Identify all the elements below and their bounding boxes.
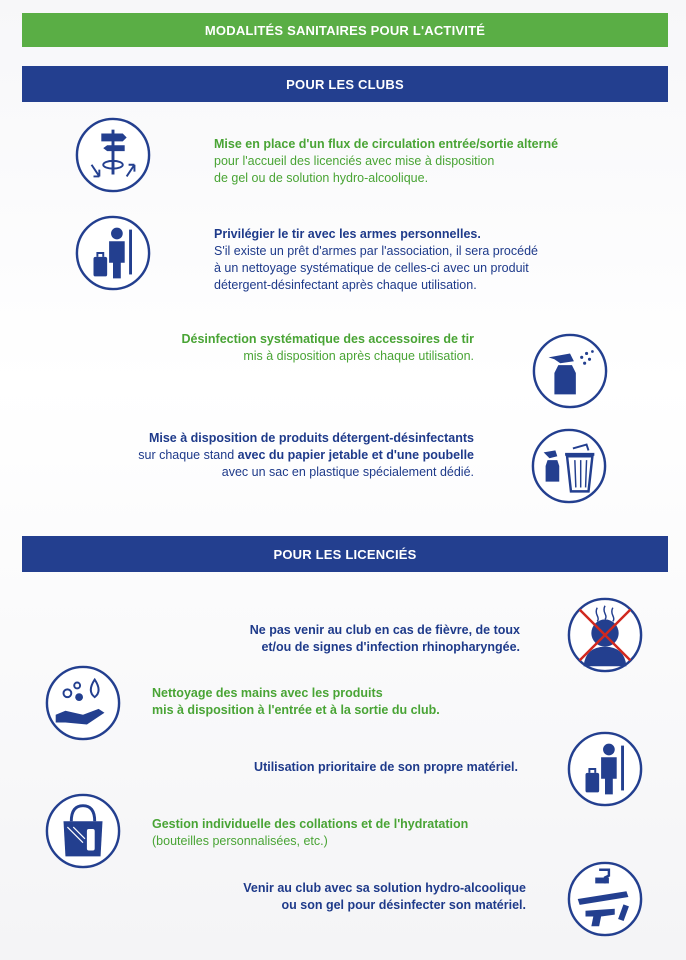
- gel-line-2: ou son gel pour désinfecter son matériel.: [281, 898, 526, 912]
- gel-line-1: Venir au club avec sa solution hydro-alcoolique: [243, 881, 526, 895]
- shooter-icon: [74, 214, 152, 292]
- gun-cleaning-icon: [566, 860, 644, 938]
- fievre-line-2: et/ou de signes d'infection rhinopharyngée.: [261, 640, 520, 654]
- produits-line-3: avec un sac en plastique spécialement dédié.: [221, 465, 474, 479]
- accessoires-line-1: Désinfection systématique des accessoires de tir: [181, 332, 474, 346]
- flux-line-1: Mise en place d'un flux de circulation entrée/sortie alterné: [214, 137, 559, 151]
- flux-text: [214, 136, 558, 187]
- bag-icon: [44, 792, 122, 870]
- armes-line-4: détergent-désinfectant après chaque utilisation.: [214, 278, 477, 292]
- handwash-icon: [44, 664, 122, 742]
- materiel-text: [254, 759, 518, 776]
- flux-line-3: de gel ou de solution hydro-alcoolique.: [214, 171, 429, 185]
- circulation-icon: [74, 116, 152, 194]
- collations-line-2: (bouteilles personnalisées, etc.): [152, 834, 328, 848]
- accessoires-text: [182, 331, 475, 365]
- no-fever-icon: [566, 596, 644, 674]
- header-title-bar: [22, 13, 668, 47]
- produits-line-2a: sur chaque stand: [138, 448, 238, 462]
- armes-line-1: Privilégier le tir avec les armes personnelles.: [214, 227, 481, 241]
- gel-text: [243, 880, 526, 914]
- collations-text: [152, 816, 468, 850]
- spray-icon: [531, 332, 609, 410]
- mains-text: [152, 685, 440, 719]
- produits-line-2b: avec du papier jetable et d'une poubelle: [237, 448, 474, 462]
- header-title: MODALITÉS SANITAIRES POUR L'ACTIVITÉ: [204, 22, 486, 38]
- section-licencies-title: POUR LES LICENCIÉS: [273, 546, 417, 562]
- armes-line-3: à un nettoyage systématique de celles-ci avec un produit: [214, 261, 529, 275]
- section-clubs-title: POUR LES CLUBS: [286, 76, 404, 92]
- armes-line-2: S'il existe un prêt d'armes par l'association, il sera procédé: [214, 244, 538, 258]
- collations-line-1: Gestion individuelle des collations et de l'hydratation: [152, 817, 469, 831]
- produits-text: [138, 430, 474, 481]
- section-clubs-bar: [22, 66, 668, 102]
- fievre-text: [250, 622, 520, 656]
- flux-line-2: pour l'accueil des licenciés avec mise à disposition: [214, 154, 495, 168]
- materiel-line-1: Utilisation prioritaire de son propre matériel.: [254, 760, 518, 774]
- produits-line-1: Mise à disposition de produits détergent-désinfectants: [148, 431, 474, 445]
- spray-bin-icon: [530, 427, 608, 505]
- fievre-line-1: Ne pas venir au club en cas de fièvre, de toux: [249, 623, 520, 637]
- armes-text: [214, 226, 538, 294]
- own-equipment-icon: [566, 730, 644, 808]
- mains-line-2: mis à disposition à l'entrée et à la sortie du club.: [152, 703, 440, 717]
- section-licencies-bar: [22, 536, 668, 572]
- mains-line-1: Nettoyage des mains avec les produits: [152, 686, 383, 700]
- accessoires-line-2: mis à disposition après chaque utilisation.: [243, 349, 474, 363]
